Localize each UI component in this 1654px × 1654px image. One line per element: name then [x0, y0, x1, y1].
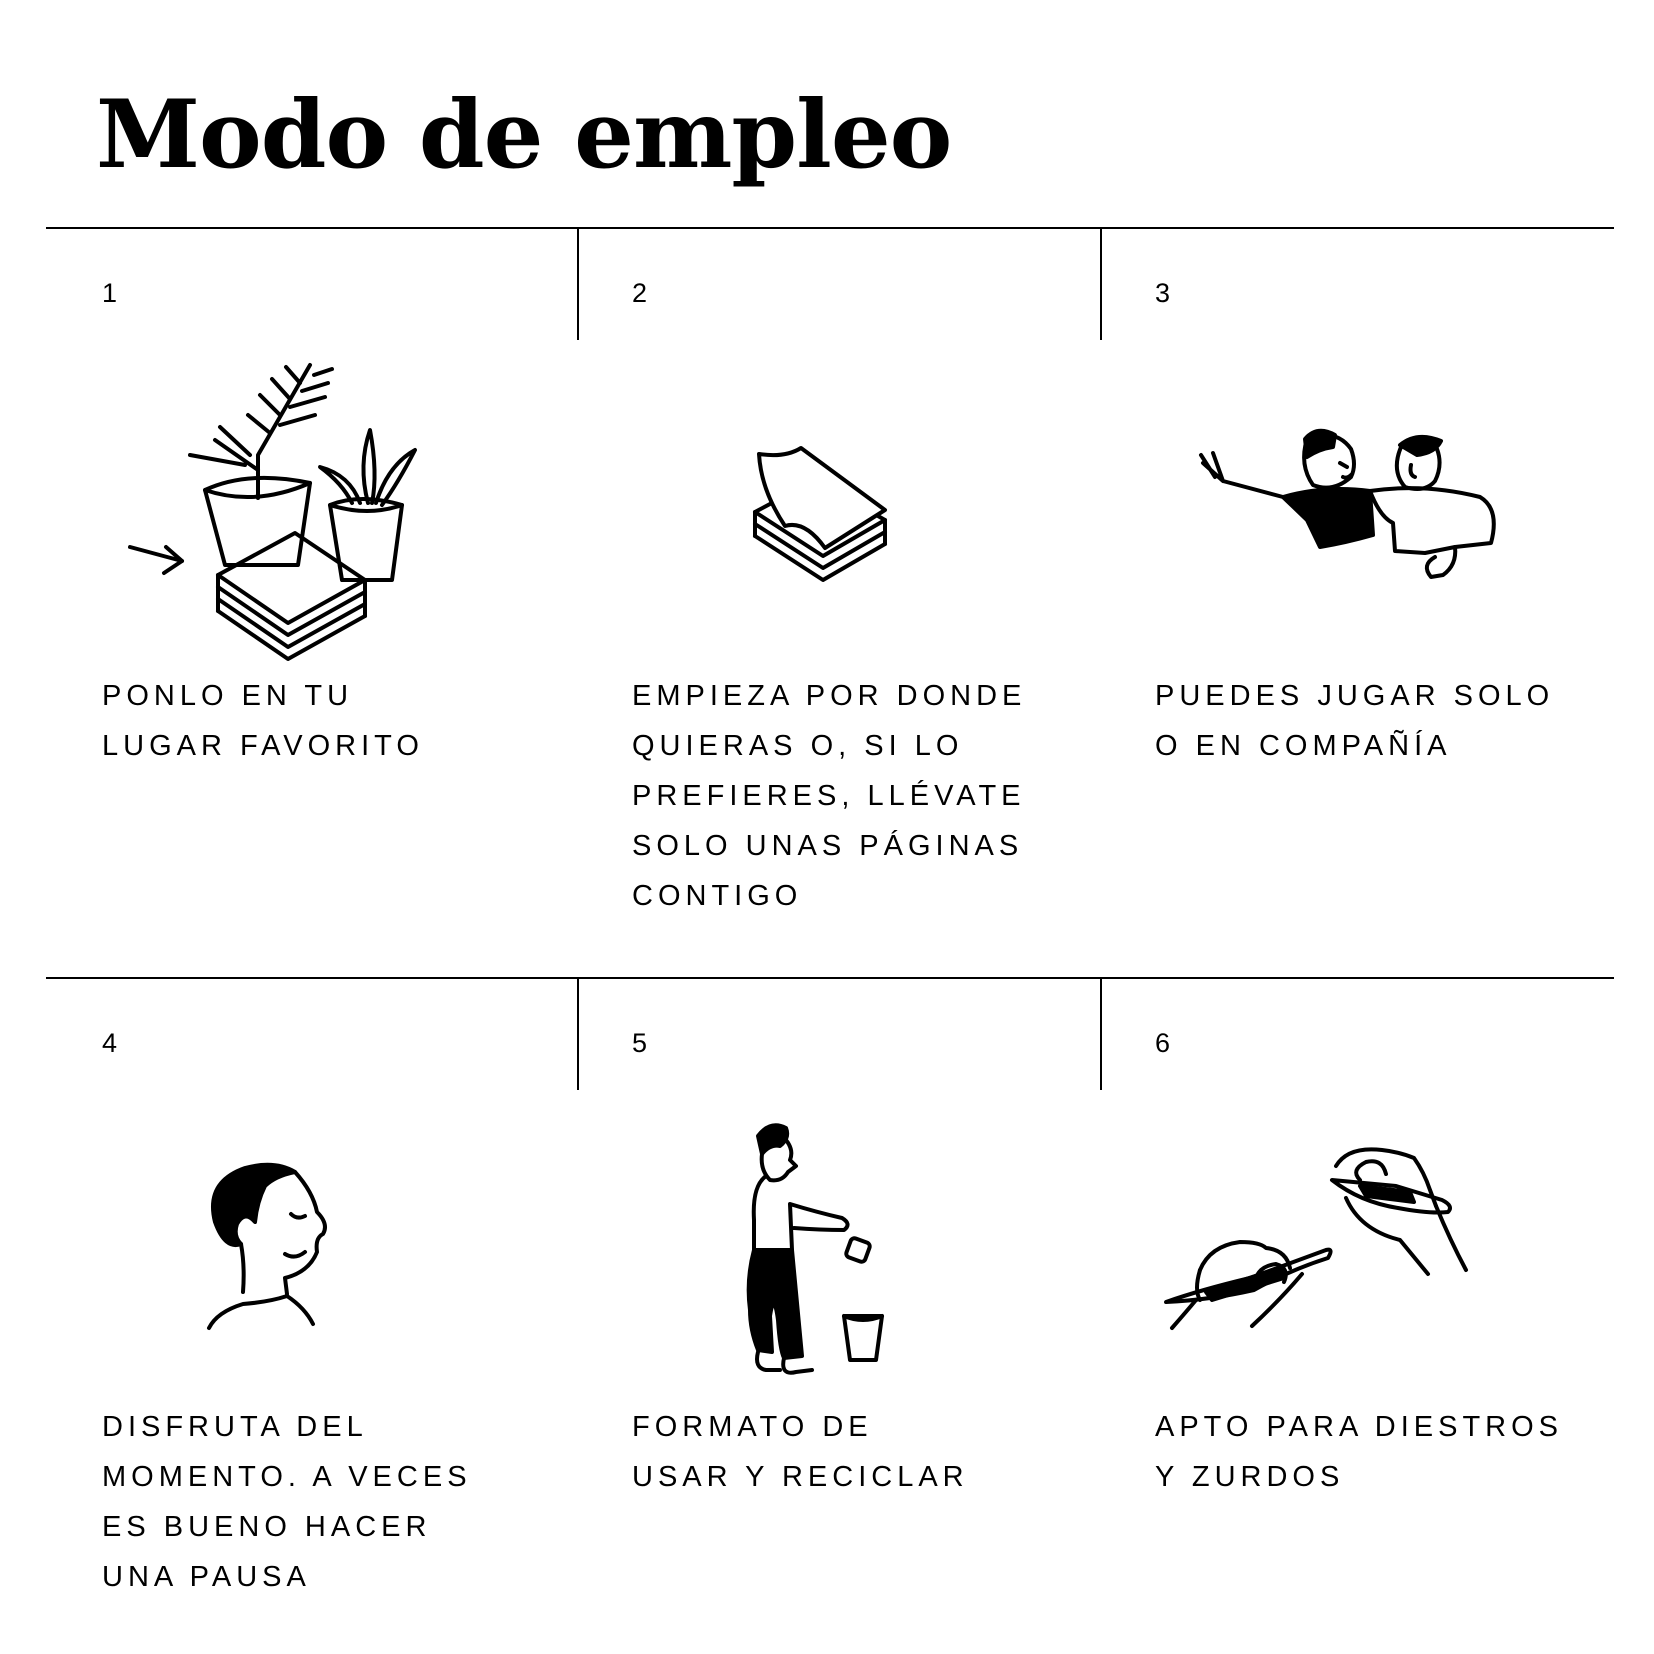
hands-with-pens-icon — [1160, 1150, 1500, 1340]
caption-line: O EN COMPAÑÍA — [1155, 730, 1452, 762]
top-divider — [46, 227, 1614, 229]
column-divider — [577, 978, 579, 1090]
step-number: 2 — [632, 278, 648, 308]
column-divider — [577, 228, 579, 340]
step-number: 4 — [102, 1028, 118, 1058]
middle-divider — [46, 977, 1614, 979]
caption-line: USAR Y RECICLAR — [632, 1461, 969, 1493]
caption-line: LUGAR FAVORITO — [102, 730, 424, 762]
page-stack-icon — [735, 440, 885, 575]
step-number: 6 — [1155, 1028, 1171, 1058]
step-caption — [102, 1402, 472, 1602]
caption-line: QUIERAS O, SI LO — [632, 730, 964, 762]
caption-line: Y ZURDOS — [1155, 1461, 1345, 1493]
caption-line: MOMENTO. A VECES — [102, 1461, 472, 1493]
step-caption — [632, 671, 1026, 921]
caption-line: PONLO EN TU — [102, 680, 354, 712]
column-divider — [1100, 978, 1102, 1090]
step-caption — [1155, 671, 1554, 771]
two-people-icon — [1195, 425, 1515, 605]
plants-with-pages-icon — [120, 355, 430, 655]
step-caption — [102, 671, 424, 771]
step-caption — [632, 1402, 969, 1502]
step-number: 1 — [102, 278, 118, 308]
caption-line: DISFRUTA DEL — [102, 1411, 368, 1443]
step-number: 5 — [632, 1028, 648, 1058]
caption-line: CONTIGO — [632, 880, 803, 912]
caption-line: FORMATO DE — [632, 1411, 873, 1443]
caption-line: PUEDES JUGAR SOLO — [1155, 680, 1555, 712]
step-number: 3 — [1155, 278, 1171, 308]
relaxed-face-icon — [205, 1162, 345, 1337]
step-caption — [1155, 1402, 1563, 1502]
caption-line: EMPIEZA POR DONDE — [632, 680, 1027, 712]
column-divider — [1100, 228, 1102, 340]
caption-line: PREFIERES, LLÉVATE — [632, 780, 1026, 812]
caption-line: APTO PARA DIESTROS — [1155, 1411, 1564, 1443]
page-title: Modo de empleo — [96, 80, 952, 190]
caption-line: UNA PAUSA — [102, 1561, 311, 1593]
recycling-person-icon — [740, 1120, 900, 1380]
caption-line: ES BUENO HACER — [102, 1511, 432, 1543]
caption-line: SOLO UNAS PÁGINAS — [632, 830, 1024, 862]
